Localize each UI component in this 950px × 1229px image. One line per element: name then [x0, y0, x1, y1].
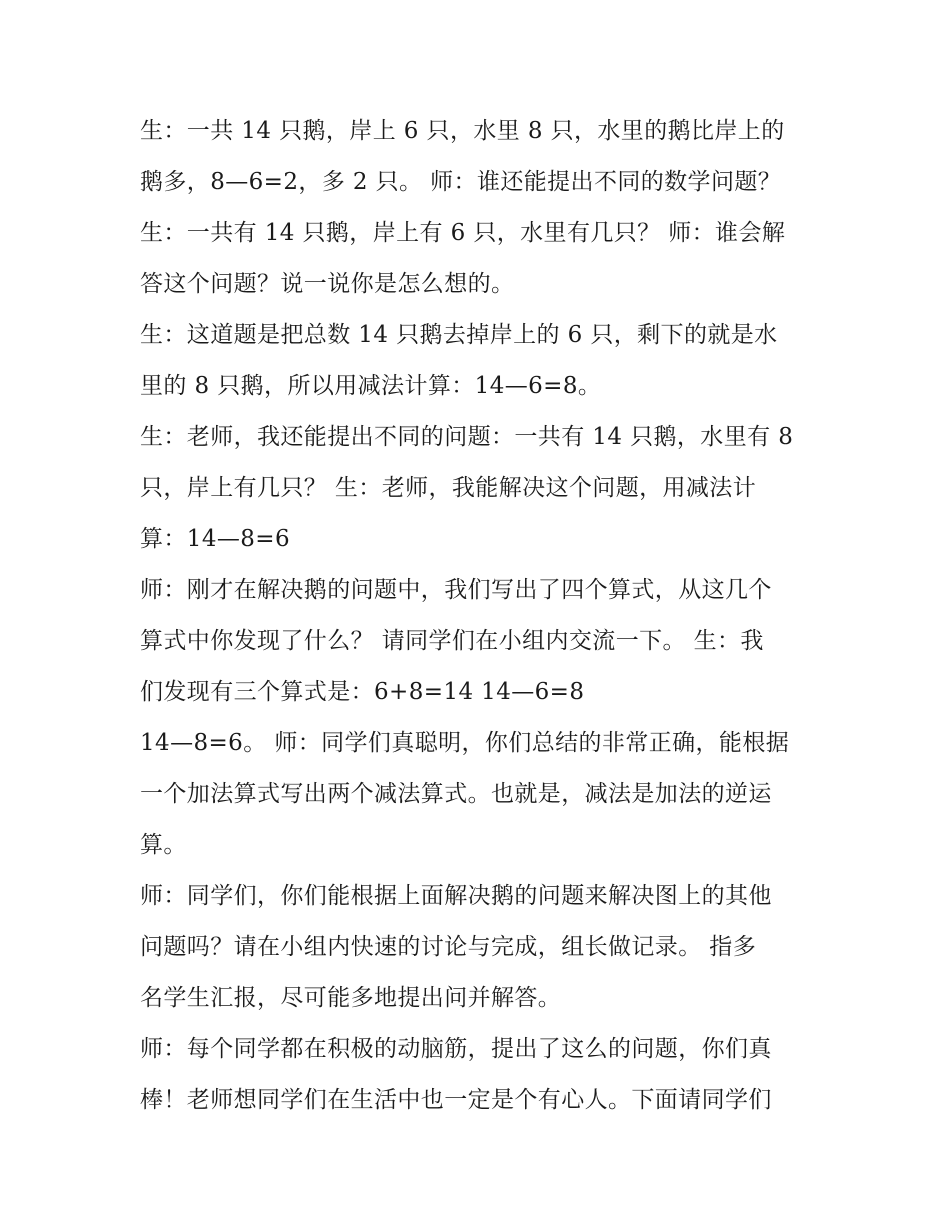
text-line: 生：这道题是把总数 14 只鹅去掉岸上的 6 只，剩下的就是水 [140, 322, 778, 348]
text-line: 生：一共 14 只鹅，岸上 6 只，水里 8 只，水里的鹅比岸上的 [140, 118, 785, 144]
text-line: 们发现有三个算式是：6+8=14 14—6=8 [140, 679, 585, 705]
text-line: 算。 [140, 832, 187, 858]
text-line: 问题吗？请在小组内快速的讨论与完成，组长做记录。 指多 [140, 934, 757, 960]
text-line: 师：刚才在解决鹅的问题中，我们写出了四个算式，从这几个 [140, 577, 772, 603]
text-line: 里的 8 只鹅，所以用减法计算：14—6=8。 [140, 373, 602, 399]
text-line: 生：一共有 14 只鹅，岸上有 6 只，水里有几只？ 师：谁会解 [140, 220, 786, 246]
text-line: 棒！老师想同学们在生活中也一定是个有心人。下面请同学们 [140, 1087, 772, 1113]
text-line: 鹅多，8—6=2，多 2 只。 师：谁还能提出不同的数学问题？ [140, 169, 782, 195]
text-line: 一个加法算式写出两个减法算式。也就是，减法是加法的逆运 [140, 781, 772, 807]
text-line: 师：每个同学都在积极的动脑筋，提出了这么的问题，你们真 [140, 1036, 772, 1062]
body-text [140, 106, 820, 1126]
text-line: 14—8=6。 师：同学们真聪明，你们总结的非常正确，能根据 [140, 730, 790, 756]
text-line: 算：14—8=6 [140, 526, 291, 552]
text-line: 答这个问题？说一说你是怎么想的。 [140, 271, 515, 297]
text-line: 生：老师，我还能提出不同的问题：一共有 14 只鹅，水里有 8 [140, 424, 794, 450]
text-line: 师：同学们，你们能根据上面解决鹅的问题来解决图上的其他 [140, 883, 772, 909]
text-line: 只，岸上有几只？ 生：老师，我能解决这个问题，用减法计 [140, 475, 757, 501]
text-line: 名学生汇报，尽可能多地提出问并解答。 [140, 985, 562, 1011]
text-line: 算式中你发现了什么？ 请同学们在小组内交流一下。 生：我 [140, 628, 764, 654]
